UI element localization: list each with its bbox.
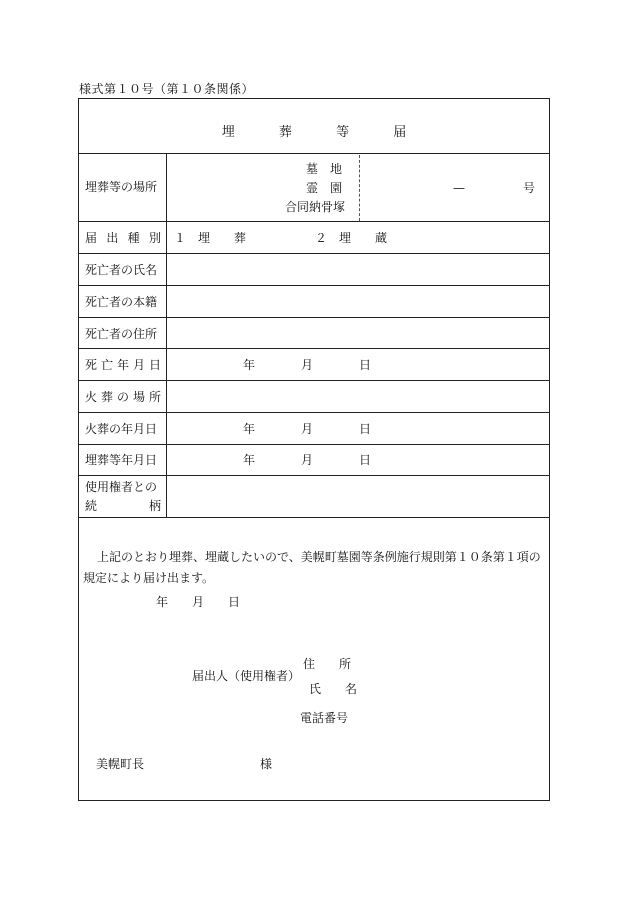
applicant-name-label: 氏 名 (309, 682, 358, 696)
type-label: 届 出 種 別 (85, 231, 161, 245)
row-divider (79, 412, 549, 413)
cremation-date-label: 火葬の年月日 (85, 422, 158, 436)
deceased-name-label: 死亡者の氏名 (85, 263, 158, 277)
place-option-memorial-park: 霊 園 (306, 181, 343, 195)
death-day: 日 (359, 358, 372, 372)
burial-year: 年 (243, 453, 256, 467)
submit-day: 日 (228, 595, 241, 609)
row-divider (79, 380, 549, 381)
title-char: 葬 (278, 125, 292, 140)
form-title (79, 121, 549, 140)
row-divider (79, 153, 549, 154)
column-divider (166, 153, 167, 517)
submit-month: 月 (192, 595, 205, 609)
burial-notification-form (78, 98, 550, 801)
place-number-separator: — (453, 181, 465, 195)
addressee-honorific: 様 (260, 757, 273, 771)
type-option-interment: ２ 埋 蔵 (315, 231, 388, 245)
place-option-ossuary: 合同納骨塚 (285, 200, 346, 214)
row-divider (79, 317, 549, 318)
relationship-label-line2: 続 柄 (85, 499, 161, 513)
deceased-address-label: 死亡者の住所 (85, 327, 158, 341)
row-divider (79, 221, 549, 222)
form-number: 様式第１０号（第１０条関係） (79, 82, 255, 96)
cremation-day: 日 (359, 422, 372, 436)
title-char: 埋 (221, 125, 235, 140)
cremation-place-label: 火 葬 の 場 所 (85, 390, 161, 404)
cremation-month: 月 (301, 422, 314, 436)
place-option-cemetery: 墓 地 (306, 162, 343, 176)
type-option-burial: １ 埋 葬 (174, 231, 247, 245)
applicant-label: 届出人（使用権者） (192, 669, 301, 683)
place-number-divider (359, 155, 360, 221)
burial-month: 月 (301, 453, 314, 467)
deceased-domicile-label: 死亡者の本籍 (85, 295, 158, 309)
cremation-year: 年 (243, 422, 256, 436)
burial-date-label: 埋葬等年月日 (85, 453, 158, 467)
death-date-label: 死 亡 年 月 日 (85, 358, 161, 372)
addressee-name: 美幌町長 (96, 757, 145, 771)
row-divider (79, 444, 549, 445)
place-number-suffix: 号 (523, 181, 536, 195)
row-divider (79, 517, 549, 518)
place-label: 埋葬等の場所 (85, 180, 158, 194)
submit-year: 年 (156, 595, 169, 609)
applicant-address-label: 住 所 (303, 657, 352, 671)
burial-day: 日 (359, 453, 372, 467)
row-divider (79, 475, 549, 476)
row-divider (79, 285, 549, 286)
applicant-phone-label: 電話番号 (300, 711, 349, 725)
declaration-text: 上記のとおり埋葬、埋蔵したいので、美幌町墓園等条例施行規則第１０条第１項の規定により届け出ます。 (83, 550, 541, 585)
death-month: 月 (301, 358, 314, 372)
title-char: 等 (336, 125, 350, 140)
relationship-label-line1: 使用権者との (85, 480, 158, 494)
title-char: 届 (393, 125, 407, 140)
row-divider (79, 348, 549, 349)
row-divider (79, 253, 549, 254)
death-year: 年 (243, 358, 256, 372)
